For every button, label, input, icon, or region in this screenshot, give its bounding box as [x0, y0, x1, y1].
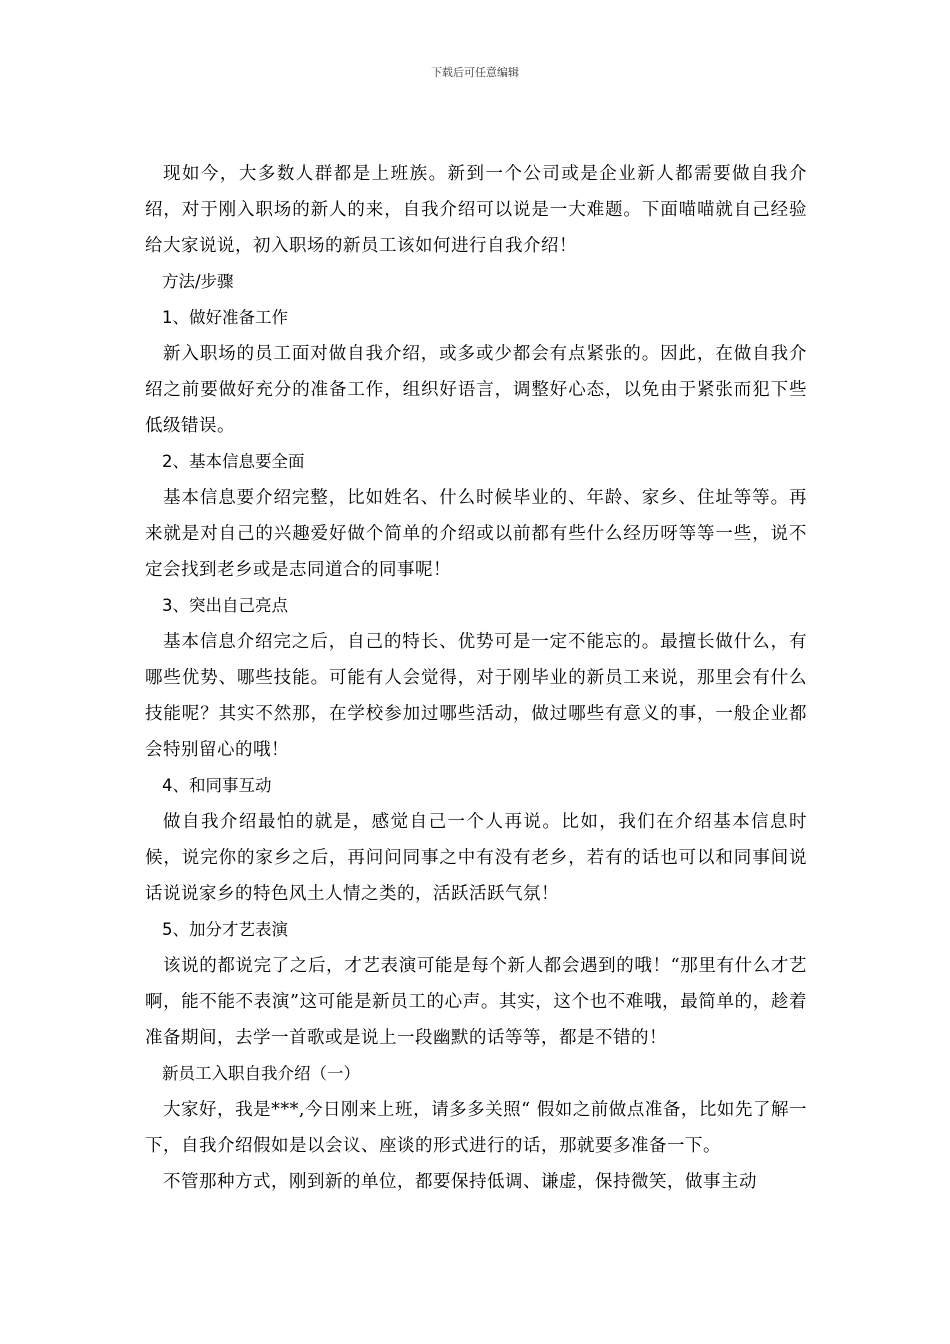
- step-1-title: 1、做好准备工作: [162, 308, 288, 327]
- sample-paragraph-2: 不管那种方式，刚到新的单位，都要保持低调、谦虚，保持微笑，做事主动: [163, 1172, 757, 1192]
- method-heading: 方法/步骤: [162, 272, 234, 291]
- step-3-title: 3、突出自己亮点: [162, 596, 288, 615]
- step-2-title: 2、基本信息要全面: [162, 452, 305, 471]
- intro-paragraph: 现如今，大多数人群都是上班族。新到一个公司或是企业新人都需要做自我介绍，对于刚入职场的新人的来，自我介绍可以说是一大难题。下面喵喵就自己经验给大家说说，初入职场的新员工该如何进行自我介绍！: [145, 164, 807, 256]
- page-header: 下载后可任意编辑: [431, 66, 519, 79]
- step-1-text: 新入职场的员工面对做自我介绍，或多或少都会有点紧张的。因此，在做自我介绍之前要做好充分的准备工作，组织好语言，调整好心态，以免由于紧张而犯下些低级错误。: [145, 344, 807, 436]
- sample-heading: 新员工入职自我介绍（一）: [162, 1064, 360, 1083]
- sample-paragraph-1: 大家好，我是***,今日刚来上班，请多多关照“ 假如之前做点准备，比如先了解一下，自我介绍假如是以会议、座谈的形式进行的话，那就要多准备一下。: [145, 1100, 807, 1156]
- step-2-text: 基本信息要介绍完整，比如姓名、什么时候毕业的、年龄、家乡、住址等等。再来就是对自己的兴趣爱好做个简单的介绍或以前都有些什么经历呀等等一些，说不定会找到老乡或是志同道合的同事呢！: [145, 488, 807, 580]
- step-4-text: 做自我介绍最怕的就是，感觉自己一个人再说。比如，我们在介绍基本信息时候，说完你的家乡之后，再问问同事之中有没有老乡，若有的话也可以和同事间说话说说家乡的特色风土人情之类的，活跃活跃气氛！: [145, 812, 807, 904]
- document-body: [145, 156, 807, 1200]
- step-4-title: 4、和同事互动: [162, 776, 272, 795]
- step-5-title: 5、加分才艺表演: [162, 920, 288, 939]
- step-3-text: 基本信息介绍完之后，自己的特长、优势可是一定不能忘的。最擅长做什么，有哪些优势、哪些技能。可能有人会觉得，对于刚毕业的新员工来说，那里会有什么技能呢？其实不然那，在学校参加过哪些活动，做过哪些有意义的事，一般企业都会特别留心的哦！: [145, 632, 807, 760]
- step-5-text: 该说的都说完了之后，才艺表演可能是每个新人都会遇到的哦！“那里有什么才艺啊，能不能不表演”这可能是新员工的心声。其实，这个也不难哦，最简单的，趁着准备期间，去学一首歌或是说上一段幽默的话等等，都是不错的！: [145, 956, 807, 1048]
